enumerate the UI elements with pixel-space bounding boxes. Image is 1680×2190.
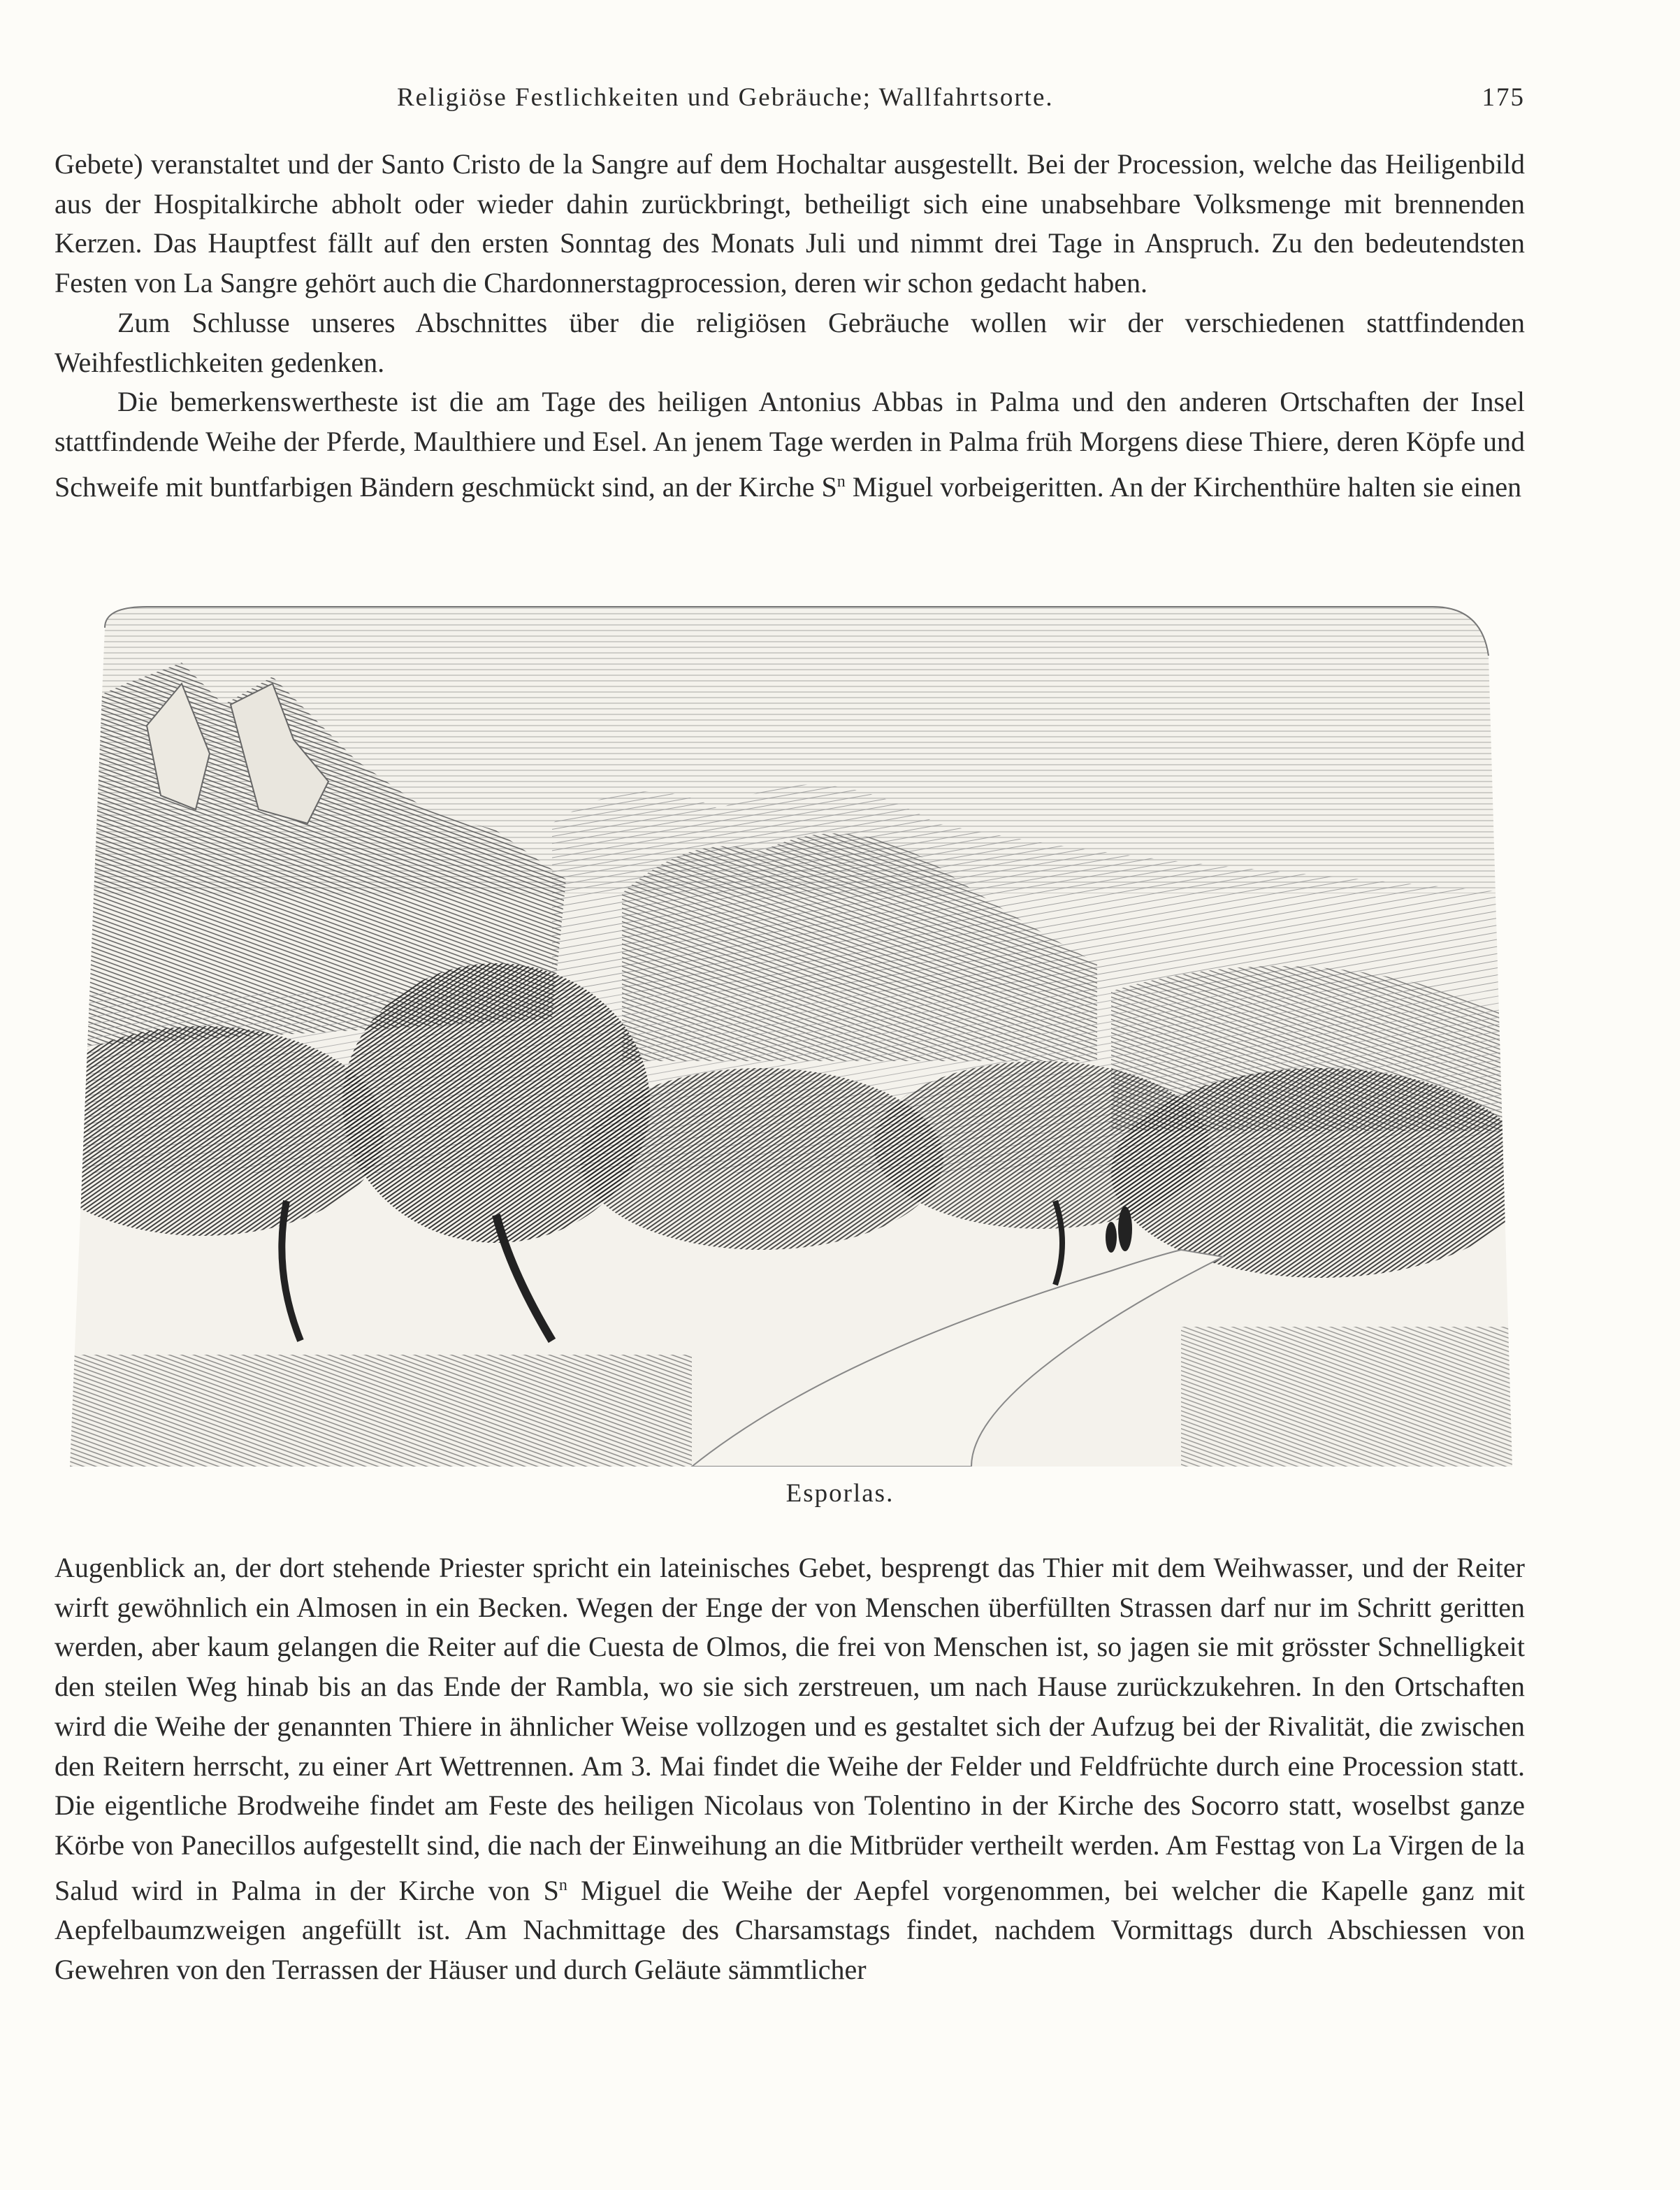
superscript-n: n	[837, 472, 846, 491]
paragraph-3	[55, 382, 1525, 507]
paragraph-2: Zum Schlusse unseres Abschnittes über die religiösen Gebräuche wollen wir der verschiedenen stattfindenden Weihfestlichkeiten gedenken.	[55, 306, 1525, 378]
superscript-n-2: n	[558, 1875, 567, 1894]
text-block-top	[55, 145, 1525, 507]
landscape-illustration	[63, 600, 1519, 1467]
page-number: 175	[1482, 83, 1525, 112]
running-head	[55, 82, 1525, 124]
text-block-bottom	[55, 1548, 1525, 1990]
paragraph-4-text-a: Augenblick an, der dort stehende Priester spricht ein lateinisches Gebet, besprengt das Thier mit dem Weihwasser, und der Reiter wirft gewöhnlich ein Almosen in ein Becken. Wegen der Enge der von Menschen überfüllten Strassen darf nur im Schritt geritten werden, aber kaum gelangen die Reiter auf die Cuesta de Olmos, die frei von Menschen ist, so jagen sie mit grösster Schnelligkeit den steilen Weg hinab bis an das Ende der Rambla, wo sie sich zerstreuen, um nach Hause zurückzukehren. In den Ortschaften wird die Weihe der genannten Thiere in ähnlicher Weise vollzogen und es gestaltet sich der Aufzug bei der Rivalität, die zwischen den Reitern herrscht, zu einer Art Wettrennen. Am 3. Mai findet die Weihe der Felder und Feldfrüchte durch eine Procession statt. Die eigentliche Brodweihe findet am Feste des heiligen Nicolaus von Tolentino in der Kirche des Socorro statt, woselbst ganze Körbe von Panecillos aufgestellt sind, die nach der Einweihung an die Mitbrüder vertheilt werden. Am Festtag von La Virgen de la Salud wird in Palma in der Kirche von S	[55, 1552, 1525, 1906]
running-title: Religiöse Festlichkeiten und Gebräuche; Wallfahrtsorte.	[397, 83, 1054, 112]
paragraph-4	[55, 1548, 1525, 1990]
paragraph-1: Gebete) veranstaltet und der Santo Cristo de la Sangre auf dem Hochaltar ausgestellt. Bei der Procession, welche das Heiligenbild aus der Hospitalkirche abholt oder wieder dahin zurückbringt, betheiligt sich eine unabsehbare Volksmenge mit brennenden Kerzen. Das Hauptfest fällt auf den ersten Sonntag des Monats Juli und nimmt drei Tage in Anspruch. Zu den bedeutendsten Festen von La Sangre gehört auch die Chardonnerstagprocession, deren wir schon gedacht haben.	[55, 148, 1525, 299]
paragraph-4-text-b: Miguel die Weihe der Aepfel vorgenommen, bei welcher die Kapelle ganz mit Aepfelbaumzweigen angefüllt ist. Am Nachmittage des Charsamstags findet, nachdem Vormittags durch Abschiessen von Gewehren von den Terrassen der Häuser und durch Geläute sämmtlicher	[55, 1874, 1525, 1986]
paragraph-3-text-b: Miguel vorbeigeritten. An der Kirchenthüre halten sie einen	[845, 470, 1522, 503]
paragraph-3-text-a: Die bemerkenswertheste ist die am Tage des heiligen Antonius Abbas in Palma und den anderen Ortschaften der Insel stattfindende Weihe der Pferde, Maulthiere und Esel. An jenem Tage werden in Palma früh Morgens diese Thiere, deren Köpfe und Schweife mit buntfarbigen Bändern geschmückt sind, an der Kirche S	[55, 386, 1525, 503]
figure-caption: Esporlas.	[785, 1479, 895, 1508]
